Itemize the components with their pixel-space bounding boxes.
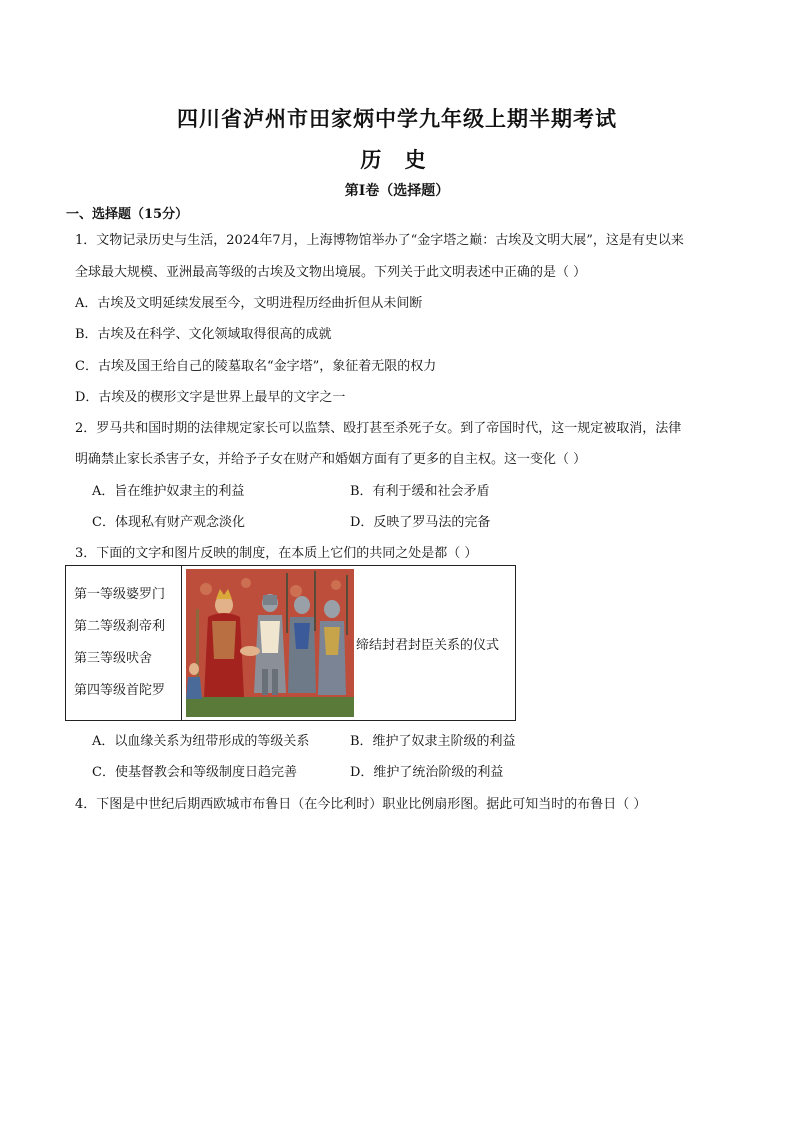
q2-option-c: C．体现私有财产观念淡化: [92, 515, 245, 530]
q3-figure-table: [65, 565, 516, 721]
ceremony-caption: 缔结封君封臣关系的仪式: [356, 637, 500, 653]
caste-item: 第一等级婆罗门: [74, 587, 166, 602]
q1-stem-line1: 1．文物记录历史与生活，2024年7月，上海博物馆举办了“金字塔之巅：古埃及文明大展”，这是有史以来: [75, 233, 684, 248]
q3-option-b: B．维护了奴隶主阶级的利益: [350, 734, 516, 749]
q1-option-a: A．古埃及文明延续发展至今，文明进程历经曲折但从未间断: [75, 296, 423, 311]
subject-title: 历 史: [360, 147, 434, 172]
q2-option-d: D．反映了罗马法的完备: [350, 515, 491, 530]
q1-option-d: D．古埃及的楔形文字是世界上最早的文字之一: [75, 390, 346, 405]
volume-title: 第Ⅰ卷（选择题）: [344, 183, 450, 199]
q4-stem: 4．下图是中世纪后期西欧城市布鲁日（在今比利时）职业比例扇形图。据此可知当时的布鲁日（ ）: [75, 797, 647, 812]
caste-list: [66, 566, 182, 720]
q3-option-a: A．以血缘关系为纽带形成的等级关系: [92, 734, 310, 749]
q3-option-d: D．维护了统治阶级的利益: [350, 765, 504, 780]
q1-option-c: C．古埃及国王给自己的陵墓取名“金字塔”，象征着无限的权力: [75, 359, 437, 374]
q2-option-b: B．有利于缓和社会矛盾: [350, 484, 490, 499]
ceremony-cell: [182, 566, 515, 720]
homage-ceremony-image: [186, 569, 354, 717]
q1-option-b: B．古埃及在科学、文化领域取得很高的成就: [75, 327, 332, 342]
caste-item: 第四等级首陀罗: [74, 683, 166, 698]
q2-stem-line2: 明确禁止家长杀害子女，并给予子女在财产和婚姻方面有了更多的自主权。这一变化（ ）: [75, 452, 587, 467]
section-heading: 一、选择题（15分）: [66, 207, 189, 222]
q1-stem-line2: 全球最大规模、亚洲最高等级的古埃及文物出境展。下列关于此文明表述中正确的是（ ）: [75, 265, 587, 280]
exam-title: 四川省泸州市田家炳中学九年级上期半期考试: [177, 106, 617, 131]
q2-stem-line1: 2．罗马共和国时期的法律规定家长可以监禁、殴打甚至杀死子女。到了帝国时代，这一规定被取消，法律: [75, 421, 682, 436]
q3-stem: 3．下面的文字和图片反映的制度，在本质上它们的共同之处是都（ ）: [75, 546, 478, 561]
q3-option-c: C．使基督教会和等级制度日趋完善: [92, 765, 297, 780]
q2-option-a: A．旨在维护奴隶主的利益: [92, 484, 245, 499]
caste-item: 第二等级刹帝利: [74, 619, 166, 634]
caste-item: 第三等级吠舍: [74, 651, 153, 666]
